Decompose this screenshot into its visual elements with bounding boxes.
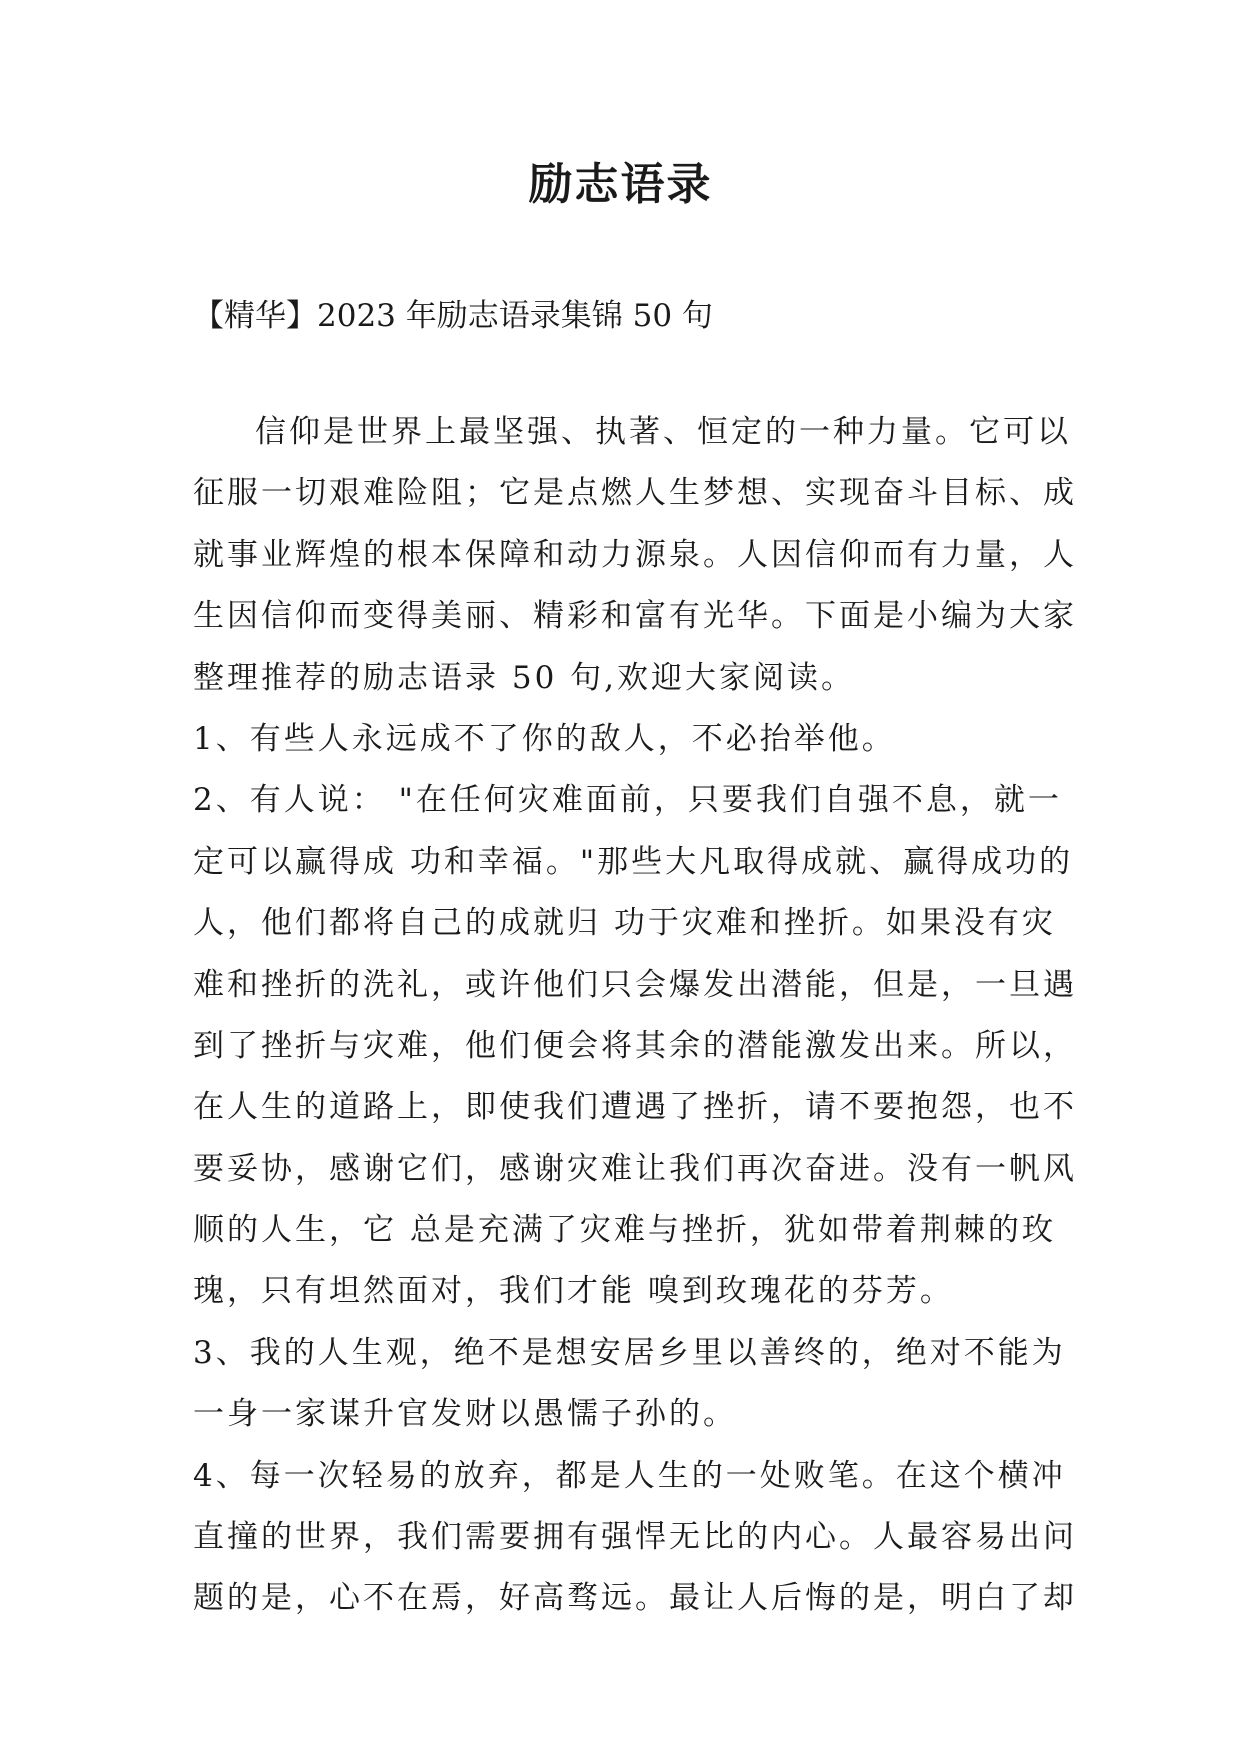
body-line: 顺的人生，它 总是充满了灾难与挫折，犹如带着荆棘的玫 <box>193 1212 1056 1249</box>
body-line: 一身一家谋升官发财以愚懦子孙的。 <box>193 1396 737 1433</box>
document-subtitle: 【精华】2023 年励志语录集锦 50 句 <box>193 298 713 334</box>
body-line: 整理推荐的励志语录 50 句,欢迎大家阅读。 <box>193 659 856 696</box>
body-line: 要妥协，感谢它们，感谢灾难让我们再次奋进。没有一帆风 <box>193 1150 1077 1187</box>
body-line: 征服一切艰难险阻；它是点燃人生梦想、实现奋斗目标、成 <box>193 475 1077 512</box>
body-line: 题的是，心不在焉，好高骛远。最让人后悔的是，明白了却 <box>193 1580 1077 1617</box>
body-line: 在人生的道路上，即使我们遭遇了挫折，请不要抱怨，也不 <box>193 1089 1077 1126</box>
body-line: 生因信仰而变得美丽、精彩和富有光华。下面是小编为大家 <box>193 598 1077 635</box>
document-title: 励志语录 <box>528 159 713 210</box>
body-line: 到了挫折与灾难，他们便会将其余的潜能激发出来。所以， <box>193 1027 1077 1064</box>
body-line: 4、每一次轻易的放弃，都是人生的一处败笔。在这个横冲 <box>193 1457 1066 1494</box>
body-line: 3、我的人生观，绝不是想安居乡里以善终的，绝对不能为 <box>193 1334 1066 1371</box>
body-line: 就事业辉煌的根本保障和动力源泉。人因信仰而有力量，人 <box>193 536 1077 573</box>
body-line: 定可以赢得成 功和幸福。"那些大凡取得成就、赢得成功的 <box>193 843 1074 880</box>
document-body <box>193 402 1077 1630</box>
body-line: 人，他们都将自己的成就归 功于灾难和挫折。如果没有灾 <box>193 905 1056 942</box>
body-line: 信仰是世界上最坚强、执著、恒定的一种力量。它可以 <box>255 414 1071 450</box>
body-line: 2、有人说： "在任何灾难面前，只要我们自强不息，就一 <box>193 782 1062 819</box>
body-line: 瑰，只有坦然面对，我们才能 嗅到玫瑰花的芬芳。 <box>193 1273 954 1310</box>
body-line: 难和挫折的洗礼，或许他们只会爆发出潜能，但是，一旦遇 <box>193 966 1077 1003</box>
body-line: 1、有些人永远成不了你的敌人，不必抬举他。 <box>193 720 896 757</box>
body-line: 直撞的世界，我们需要拥有强悍无比的内心。人最容易出问 <box>193 1519 1077 1556</box>
